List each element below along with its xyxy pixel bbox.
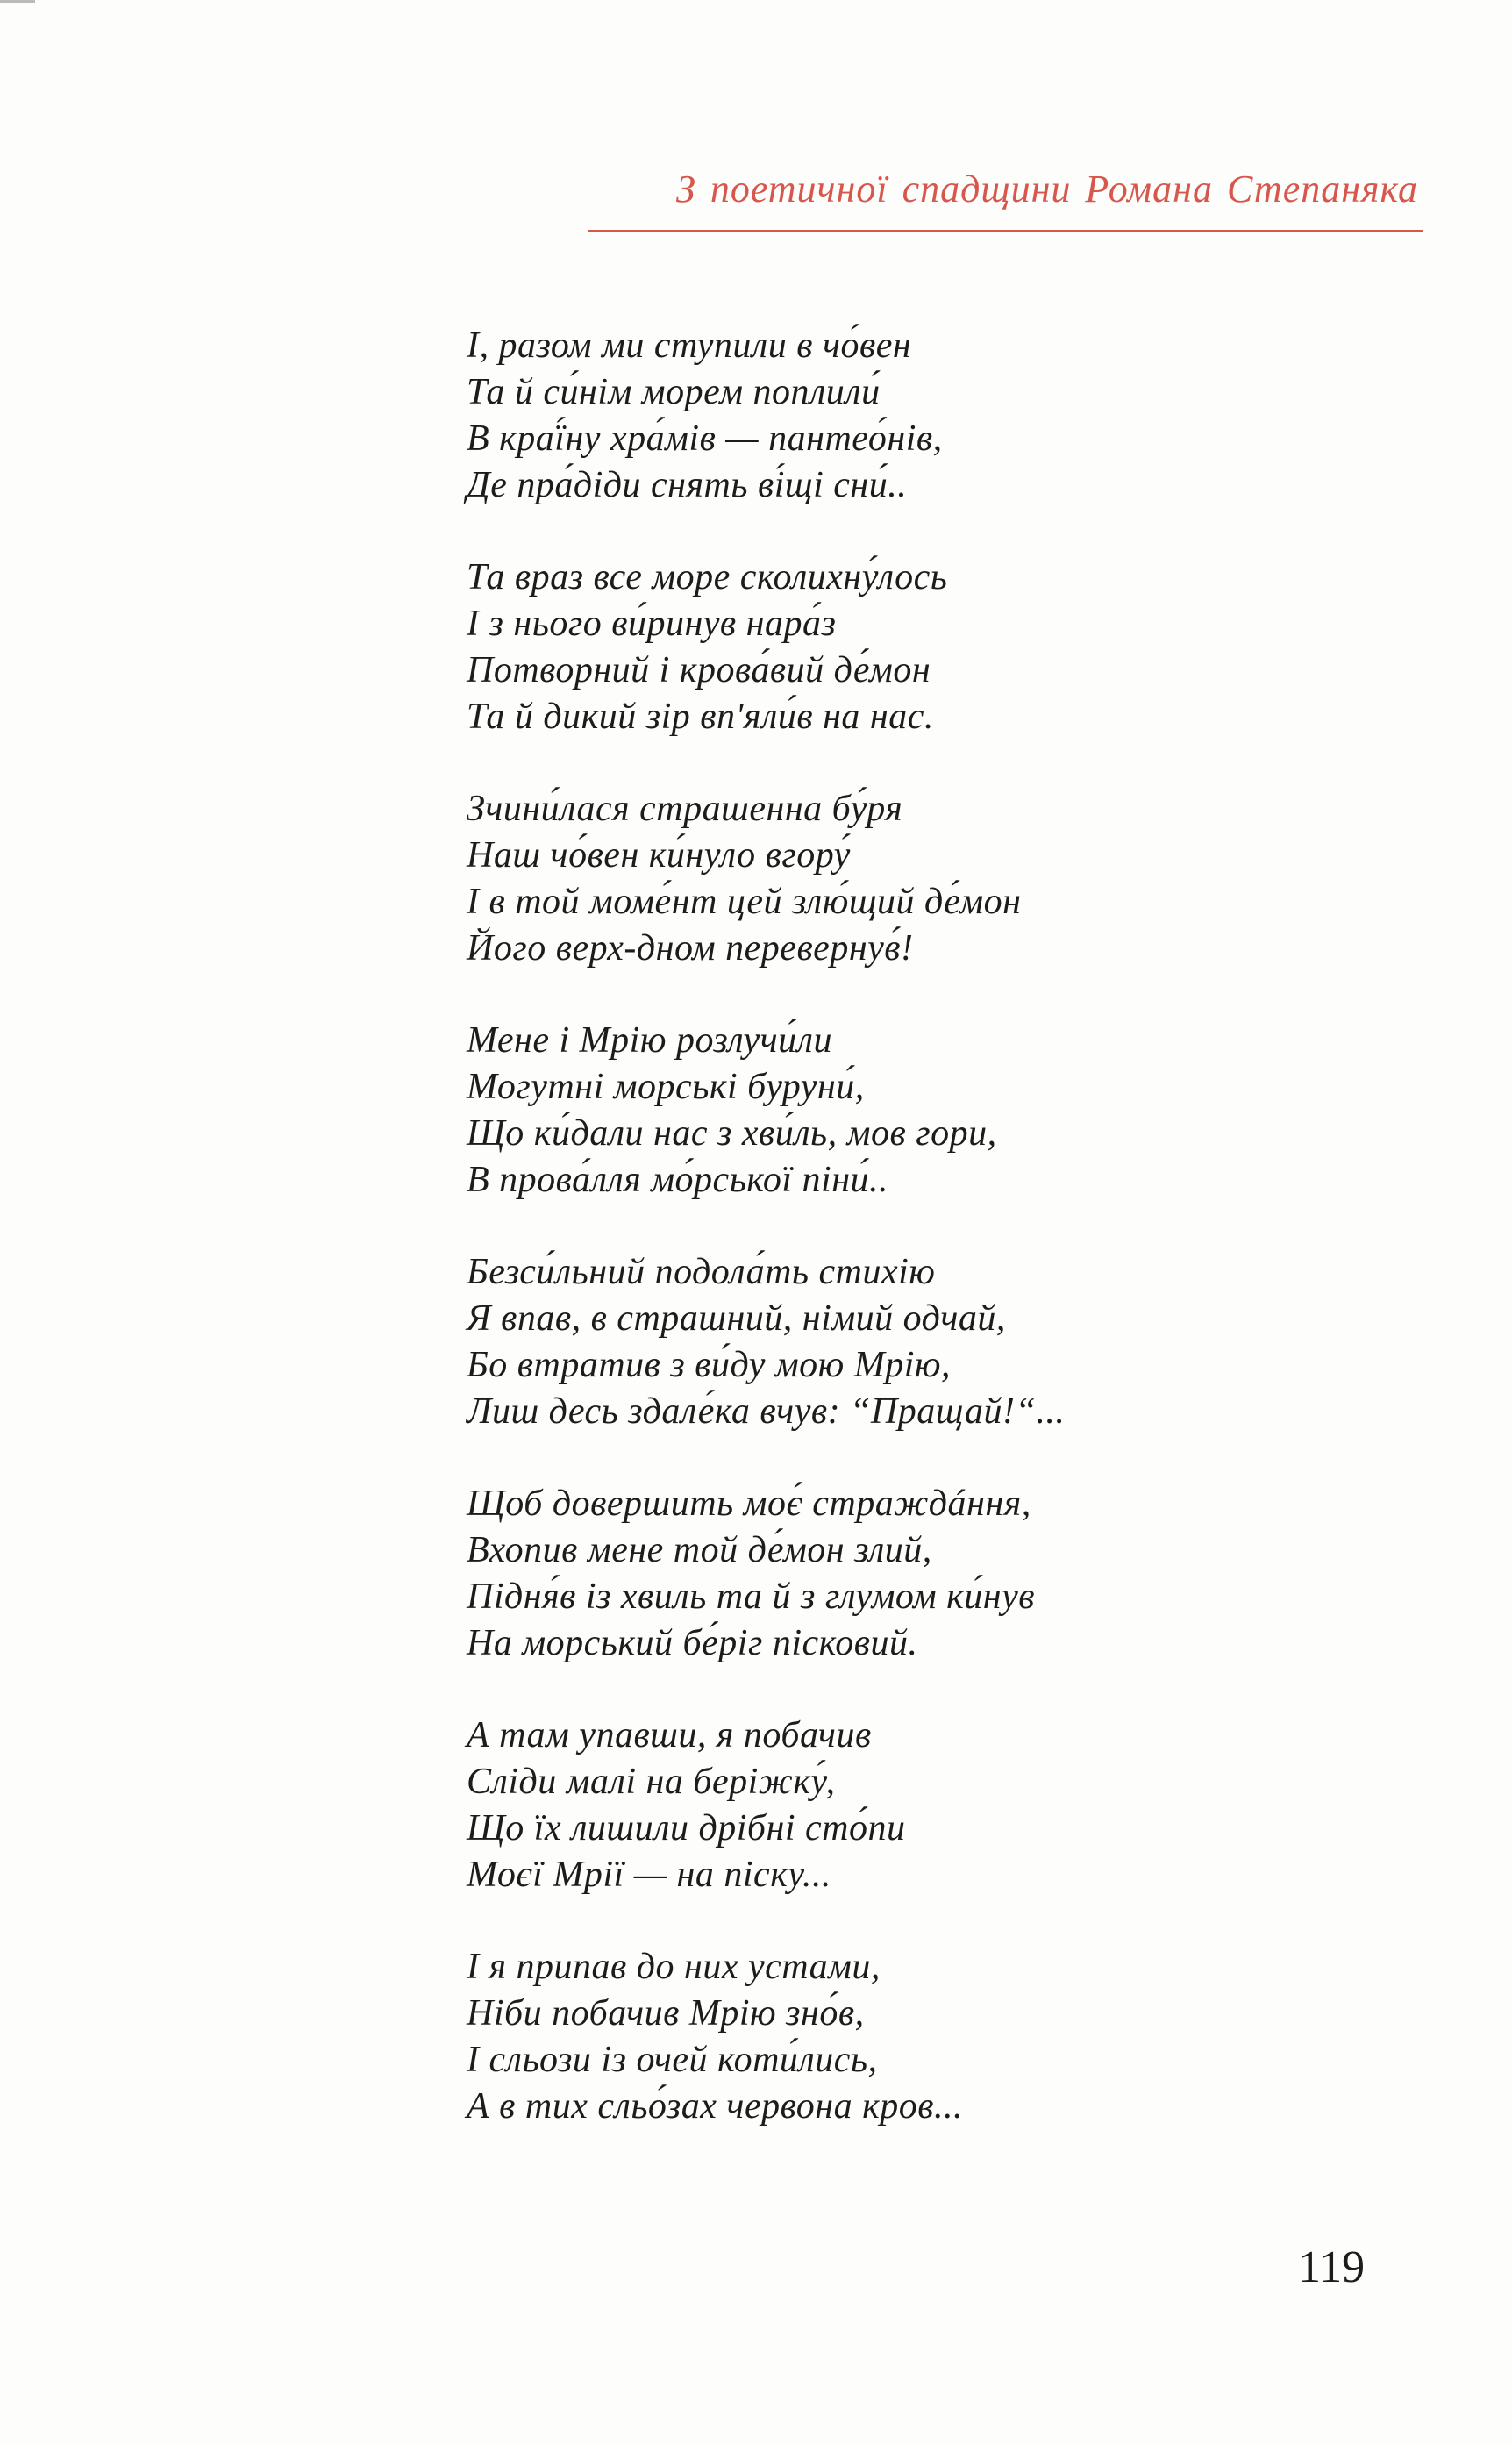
header-rule: [588, 230, 1423, 232]
stanza-8: [467, 1944, 1344, 2130]
scan-edge-mark: [0, 0, 35, 3]
poem-line: Безси́льний подола́ть стихію: [467, 1252, 936, 1292]
poem-line: На морський бе́ріг пісковий.: [467, 1623, 918, 1663]
poem-line: В прова́лля мо́рської піни́..: [467, 1160, 889, 1200]
poem-line: Сліди малі на беріжку́,: [467, 1762, 836, 1802]
poem-line: Моєї Мрії — на піску...: [467, 1855, 831, 1895]
poem-line: Лиш десь здале́ка вчув: “Пращай!“...: [467, 1391, 1066, 1432]
poem-line: Щоб довершить моє́ страждáння,: [467, 1483, 1031, 1524]
poem-line: І з нього ви́ринув нара́з: [467, 604, 837, 644]
page-number: 119: [1298, 2242, 1366, 2292]
stanza-5: [467, 1249, 1344, 1435]
poem-line: Де пра́діди снять ві́щі сни́..: [467, 465, 908, 505]
poem-line: А в тих сльо́зах червона кров...: [467, 2086, 963, 2127]
poem-line: І я припав до них устами,: [467, 1947, 881, 1987]
poem-line: І, разом ми ступили в чо́вен: [467, 325, 912, 366]
poem-line: В краї́ну хра́мів — пантео́нів,: [467, 418, 943, 459]
poem-line: Ніби побачив Мрію зно́в,: [467, 1993, 865, 2034]
poem-line: Що їх лишили дрібні сто́пи: [467, 1808, 906, 1848]
stanza-7: [467, 1712, 1344, 1898]
poem-line: Підня́в із хвиль та й з глумом ки́нув: [467, 1576, 1035, 1617]
poem-line: І в той моме́нт цей злю́щий де́мон: [467, 882, 1022, 922]
poem-line: Та й си́нім морем поплили́: [467, 372, 881, 412]
stanza-6: [467, 1481, 1344, 1667]
stanza-4: [467, 1018, 1344, 1204]
stanza-2: [467, 554, 1344, 740]
poem-line: Та й дикий зір вп'яли́в на нас.: [467, 697, 934, 737]
poem: [467, 323, 1344, 2176]
poem-line: А там упавши, я побачив: [467, 1715, 872, 1755]
poem-line: Я впав, в страшний, німий одчай,: [467, 1298, 1006, 1339]
stanza-1: [467, 323, 1344, 509]
poem-line: Та враз все море сколихну́лось: [467, 557, 948, 597]
poem-line: Його верх-дном перевернув́!: [467, 928, 914, 969]
poem-line: Вхопив мене той де́мон злий,: [467, 1530, 932, 1570]
poem-line: Що ки́дали нас з хви́ль, мов гори,: [467, 1113, 997, 1154]
poem-line: Могутні морські буруни́,: [467, 1067, 865, 1107]
poem-line: І сльози із очей коти́лись,: [467, 2040, 878, 2080]
poem-line: Бо втратив з ви́ду мою Мрію,: [467, 1345, 952, 1385]
running-header: З поетичної спадщини Романа Степаняка: [676, 168, 1418, 211]
poem-line: Мене і Мрію розлучи́ли: [467, 1020, 832, 1061]
poem-line: Потворний і крова́вий де́мон: [467, 650, 931, 690]
poem-line: Зчини́лася страшенна бу́ря: [467, 789, 903, 829]
poem-line: Наш чо́вен ки́нуло вгору́: [467, 835, 851, 876]
stanza-3: [467, 786, 1344, 972]
